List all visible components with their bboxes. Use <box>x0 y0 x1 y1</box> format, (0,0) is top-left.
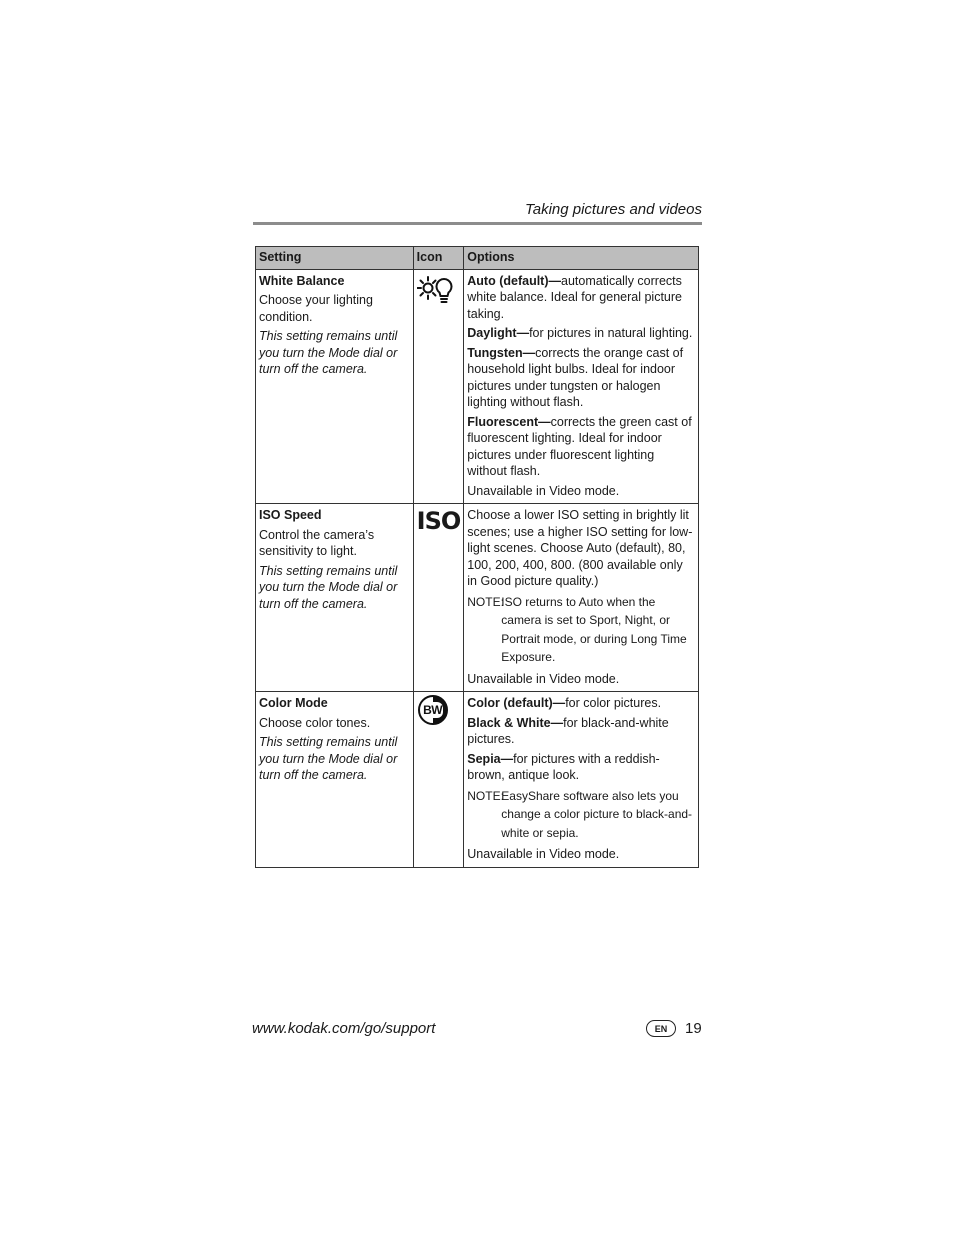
option-text: corrects the green cast of fluorescent lighting. Ideal for indoor pictures under fluorescent lighting without flash. <box>467 414 692 478</box>
table-row <box>256 269 699 504</box>
option-label: Black & White— <box>467 715 564 730</box>
note-block <box>467 593 695 667</box>
option-item <box>467 273 695 323</box>
settings-table <box>255 246 699 868</box>
setting-name: ISO Speed <box>259 508 322 522</box>
option-item <box>467 414 695 480</box>
option-text: automatically corrects white balance. Ideal for general picture taking. <box>467 273 682 321</box>
option-label: Auto (default)— <box>467 273 561 288</box>
option-text: for black-and-white pictures. <box>467 715 669 746</box>
setting-cell <box>256 269 414 504</box>
iso-icon: ISO <box>416 507 461 535</box>
table-header-row <box>256 247 699 270</box>
option-item <box>467 715 695 748</box>
unavailable-note: Unavailable in Video mode. <box>467 847 620 861</box>
setting-persistence-note: This setting remains until you turn the Mode dial or turn off the camera. <box>259 563 398 611</box>
icon-cell <box>413 504 464 692</box>
option-text: for pictures with a reddish-brown, antique look. <box>467 751 660 782</box>
note-block <box>467 787 695 843</box>
option-item <box>467 695 695 712</box>
note-label: NOTE: <box>467 788 504 803</box>
support-link[interactable]: www.kodak.com/go/support <box>252 1020 436 1037</box>
white-balance-icon <box>417 273 453 309</box>
note-text: EasyShare software also lets you change a color picture to black-and-white or sepia. <box>501 788 693 840</box>
option-body: Choose a lower ISO setting in brightly lit scenes; use a higher ISO setting for low-light scenes. Choose Auto (default), 80, 100, 200, 400, 800. (800 available only in Good picture quality.) <box>467 508 693 588</box>
options-cell <box>464 692 699 868</box>
option-text: for pictures in natural lighting. <box>529 326 693 340</box>
unavailable-note: Unavailable in Video mode. <box>467 671 620 686</box>
options-cell <box>464 269 699 504</box>
option-item <box>467 751 695 784</box>
column-header-options: Options <box>464 247 699 270</box>
setting-name: Color Mode <box>259 696 328 710</box>
option-text: corrects the orange cast of household light bulbs. Ideal for indoor pictures under tungsten or halogen lighting without flash. <box>467 345 684 409</box>
option-label: Sepia— <box>467 751 514 766</box>
options-cell <box>464 504 699 692</box>
table-row <box>256 504 699 692</box>
unavailable-note: Unavailable in Video mode. <box>467 483 620 498</box>
option-label: Daylight— <box>467 326 530 340</box>
setting-cell <box>256 692 414 868</box>
option-label: Tungsten— <box>467 345 536 360</box>
option-text: for color pictures. <box>565 696 662 710</box>
header-divider <box>253 222 702 225</box>
color-mode-bw-icon <box>418 695 448 725</box>
option-label: Color (default)— <box>467 696 566 710</box>
setting-cell <box>256 504 414 692</box>
setting-persistence-note: This setting remains until you turn the Mode dial or turn off the camera. <box>259 329 398 376</box>
column-header-setting: Setting <box>256 247 414 270</box>
bw-icon-text: BW <box>423 702 443 717</box>
page-header-title: Taking pictures and videos <box>524 201 702 218</box>
table-row <box>256 692 699 868</box>
option-label: Fluorescent— <box>467 414 551 429</box>
setting-description: Choose your lighting condition. <box>259 293 373 324</box>
option-item <box>467 345 695 411</box>
note-text: ISO returns to Auto when the camera is set to Sport, Night, or Portrait mode, or during Long Time Exposure. <box>501 594 687 664</box>
column-header-icon: Icon <box>413 247 464 270</box>
option-item <box>467 325 695 342</box>
language-badge: EN <box>646 1020 676 1037</box>
footer-page-info <box>646 1020 702 1037</box>
icon-cell <box>413 269 464 504</box>
page-number: 19 <box>685 1020 702 1037</box>
icon-cell <box>413 692 464 868</box>
setting-persistence-note: This setting remains until you turn the Mode dial or turn off the camera. <box>259 735 398 782</box>
note-label: NOTE: <box>467 594 504 609</box>
setting-description: Control the camera’s sensitivity to light. <box>259 527 375 558</box>
setting-description: Choose color tones. <box>259 715 371 730</box>
setting-name: White Balance <box>259 273 345 288</box>
